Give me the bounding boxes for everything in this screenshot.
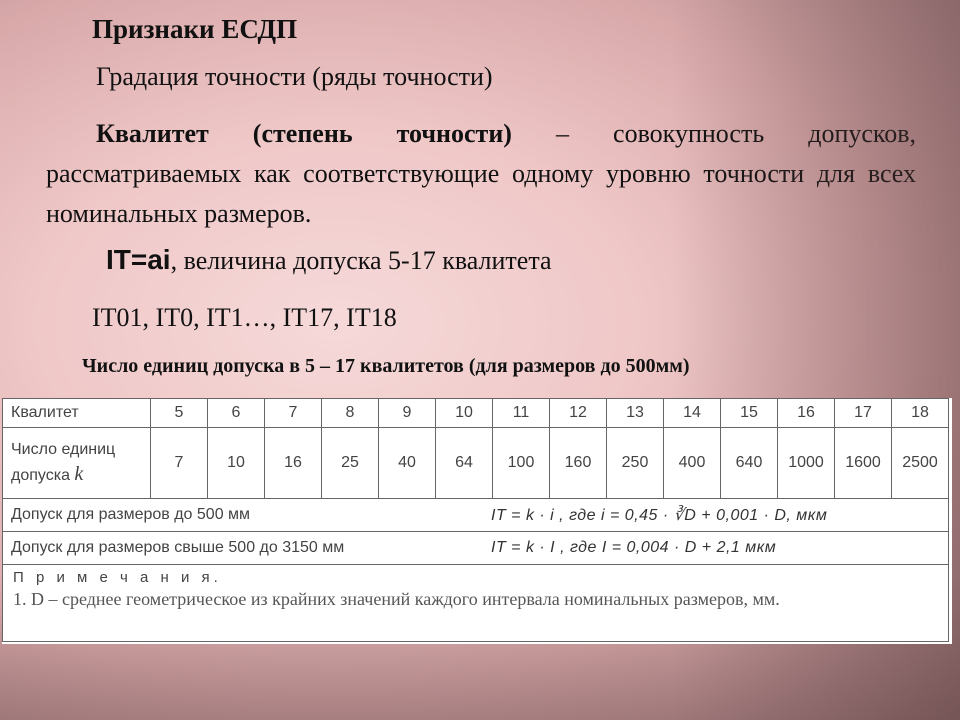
slide-title: Признаки ЕСДП (92, 14, 298, 44)
tolerance-500-formula: IT = k · i , где i = 0,45 · ∛D + 0,001 · D, мкм (491, 507, 828, 524)
table-row-grades (3, 399, 949, 428)
notes-text: 1. D – среднее геометрическое из крайних значений каждого интервала номинальных размеров, мм. (13, 589, 780, 609)
tolerance-3150-label: Допуск для размеров свыше 500 до 3150 мм (11, 539, 345, 556)
definition-text: – совокупность допусков, рассматриваемых как соответствующие одному уровню точности для всех номинальных размеров. (46, 119, 916, 228)
notes-cell (3, 565, 949, 642)
tolerance-3150-cell (3, 532, 949, 565)
row-label-grade: Квалитет (3, 399, 151, 428)
grade-cell: 8 (322, 399, 379, 428)
tolerance-units-table (2, 398, 949, 642)
units-cell: 40 (379, 428, 436, 499)
table-row-tolerance-500 (3, 499, 949, 532)
units-cell: 100 (493, 428, 550, 499)
grade-cell: 6 (208, 399, 265, 428)
grade-series: IT01, IT0, IT1…, IT17, IT18 (92, 303, 397, 332)
table-row-notes (3, 565, 949, 642)
units-label-line1: Число единиц (11, 441, 116, 458)
notes-title: П р и м е ч а н и я. (13, 569, 222, 586)
tolerance-table-image (2, 398, 952, 644)
units-label-line2 (11, 462, 150, 488)
tolerance-500-cell (3, 499, 949, 532)
formula-expression: IT=ai (106, 244, 171, 275)
grade-cell: 18 (892, 399, 949, 428)
tolerance-3150-formula: IT = k · I , где I = 0,004 · D + 2,1 мкм (491, 539, 777, 556)
units-cell: 64 (436, 428, 493, 499)
table-row-tolerance-3150 (3, 532, 949, 565)
grade-cell: 9 (379, 399, 436, 428)
units-cell: 250 (607, 428, 664, 499)
grade-cell: 11 (493, 399, 550, 428)
tolerance-500-label: Допуск для размеров до 500 мм (11, 506, 251, 523)
grade-cell: 15 (721, 399, 778, 428)
units-label-word: допуска (11, 467, 70, 484)
definition-paragraph (46, 114, 916, 234)
units-cell: 1000 (778, 428, 835, 499)
row-label-units (3, 428, 151, 499)
units-cell: 2500 (892, 428, 949, 499)
grade-cell: 10 (436, 399, 493, 428)
definition-term: Квалитет (степень точности) (96, 119, 512, 148)
table-row-units (3, 428, 949, 499)
grade-cell: 5 (151, 399, 208, 428)
grade-cell: 7 (265, 399, 322, 428)
units-cell: 640 (721, 428, 778, 499)
grade-cell: 13 (607, 399, 664, 428)
grade-cell: 12 (550, 399, 607, 428)
units-cell: 16 (265, 428, 322, 499)
units-cell: 160 (550, 428, 607, 499)
tolerance-formula (106, 244, 552, 276)
grade-cell: 17 (835, 399, 892, 428)
slide-subtitle: Градация точности (ряды точности) (96, 62, 493, 91)
table-caption: Число единиц допуска в 5 – 17 квалитетов (для размеров до 500мм) (82, 355, 690, 377)
units-cell: 10 (208, 428, 265, 499)
units-cell: 400 (664, 428, 721, 499)
units-cell: 1600 (835, 428, 892, 499)
units-cell: 25 (322, 428, 379, 499)
grade-cell: 16 (778, 399, 835, 428)
units-label-k: k (74, 463, 84, 485)
units-cell: 7 (151, 428, 208, 499)
grade-cell: 14 (664, 399, 721, 428)
formula-description: , величина допуска 5-17 квалитета (170, 246, 552, 275)
